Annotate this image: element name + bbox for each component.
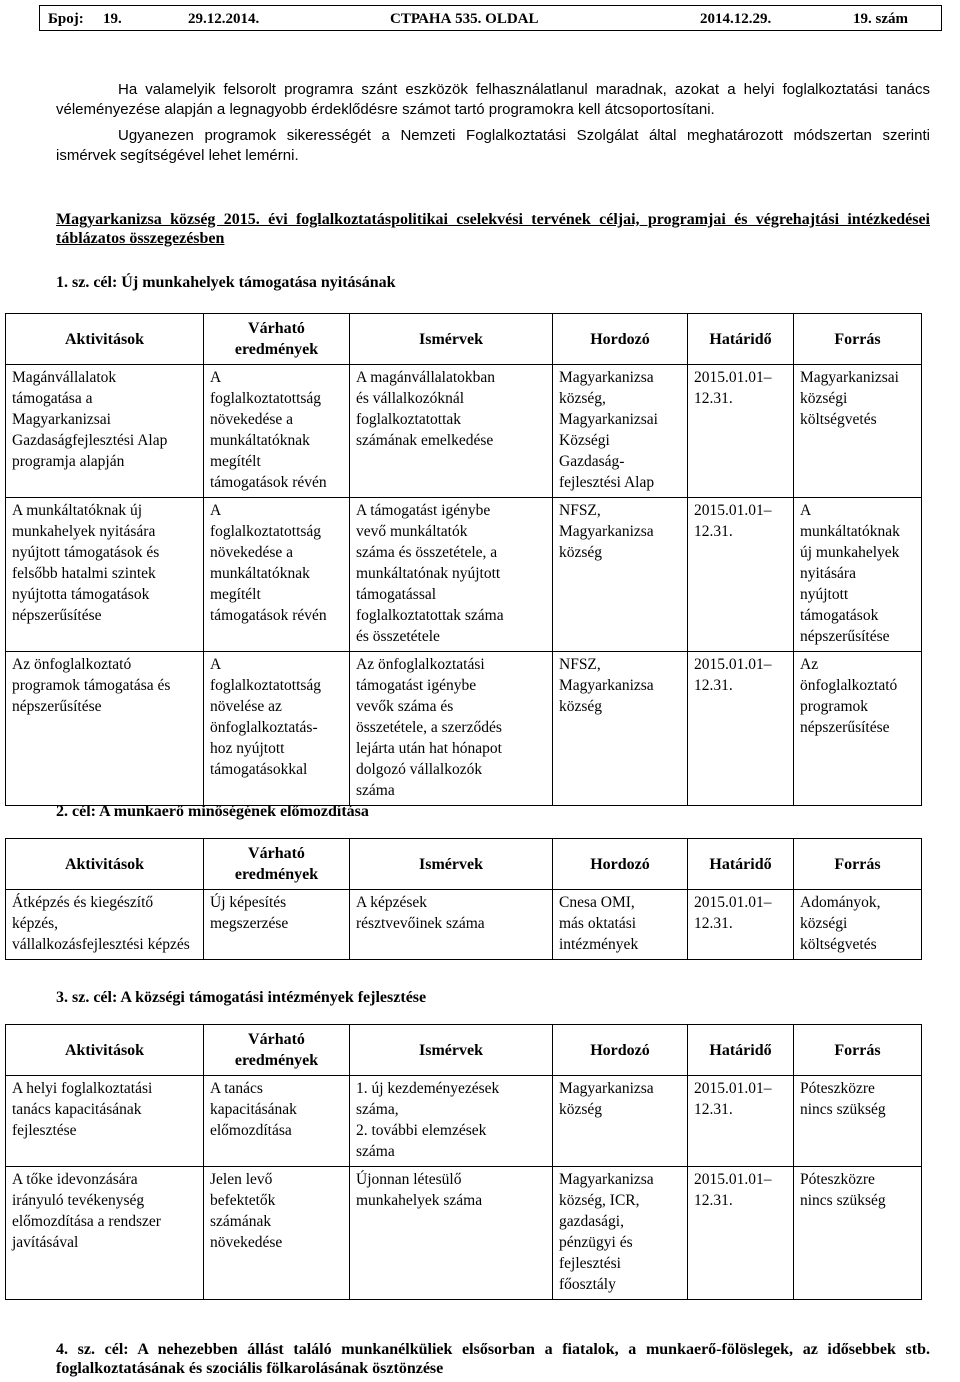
cell-line: A helyi foglalkoztatási [12,1080,153,1097]
cell-line: megítélt [210,586,261,603]
cell-line: NFSZ, [559,656,601,673]
cell-hatarido [688,1167,794,1300]
cell-line: 12.31. [694,1192,733,1209]
col-header-aktivitasok: Aktivitások [6,839,204,890]
cell-hatarido [688,365,794,498]
cell-ismerv [350,890,553,960]
col-header-forras: Forrás [794,839,922,890]
col-header-varhato-eredmenyek: Várható eredmények [204,839,350,890]
col-header-varhato-eredmenyek: Várható eredmények [204,1025,350,1076]
cell-line: 2015.01.01– [694,656,772,673]
cell-line: község, [559,390,606,407]
cell-line: támogatások révén [210,607,327,624]
cell-line: A [210,656,222,673]
cell-line: 2015.01.01– [694,369,772,386]
intro-paragraph-2: Ugyanezen programok sikerességét a Nemzeti Foglalkoztatási Szolgálat által meghatározott módszertan szerinti ismérvek segítségével lehet lemérni. [56,127,930,164]
cell-line: Magyarkanizsa [559,1080,654,1097]
cell-varhato-eredmeny [204,652,350,806]
cell-line: nincs szükség [800,1192,886,1209]
cell-aktivitas [6,890,204,960]
col-header-hordozo: Hordozó [553,1025,688,1076]
cell-line: felsőbb hatalmi szintek [12,565,156,582]
cell-line: pénzügyi és [559,1234,633,1251]
col-header-aktivitasok: Aktivitások [6,314,204,365]
cell-line: előmozdítása [210,1122,292,1139]
cell-line: befektetők [210,1192,276,1209]
cell-line: munkáltatónak nyújtott [356,565,501,582]
col-header-hatarido: Határidő [688,1025,794,1076]
goal-1-rows [6,365,922,806]
cell-line: költségvetés [800,411,877,428]
cell-line: irányuló tevékenység [12,1192,145,1209]
header-issue-szam: 19. szám [853,11,908,27]
cell-line: növekedése a [210,411,294,428]
cell-line: Magánvállalatok [12,369,117,386]
cell-ismerv [350,498,553,652]
cell-line: megítélt [210,453,261,470]
cell-forras [794,652,922,806]
cell-aktivitas [6,1076,204,1167]
cell-line: támogatások révén [210,474,327,491]
cell-line: népszerűsítése [800,628,890,645]
cell-line: résztvevőinek száma [356,915,485,932]
cell-line: 12.31. [694,523,733,540]
goal-3-title: 3. sz. cél: A községi támogatási intézmények fejlesztése [56,989,427,1006]
cell-line: népszerűsítése [800,719,890,736]
cell-line: önfoglalkoztató [800,677,898,694]
table-row [6,365,922,498]
cell-line: Átképzés és kiegészítő [12,894,154,911]
cell-line: száma, [356,1101,399,1118]
header-issue-number: 19. [103,11,122,27]
cell-line: munkahelyek száma [356,1192,483,1209]
cell-line: nyitására [800,565,856,582]
cell-line: 1. új kezdeményezések [356,1080,500,1097]
cell-hordozo [553,498,688,652]
cell-line: Póteszközre [800,1171,875,1188]
col-header-hordozo: Hordozó [553,839,688,890]
cell-line: 2015.01.01– [694,894,772,911]
cell-line: vevők száma és [356,698,454,715]
cell-line: Gazdaság- [559,453,625,470]
cell-line: község [559,544,603,561]
cell-line: Gazdaságfejlesztési Alap [12,432,168,449]
cell-line: 2. további elemzések [356,1122,487,1139]
cell-line: növekedése [210,1234,283,1251]
section-title-text: Magyarkanizsa község 2015. évi foglalkoztatáspolitikai cselekvési tervének céljai, programjai és végrehajtási intézkedései táblázatos összegezésben [56,211,930,247]
cell-line: támogatások [800,607,879,624]
cell-varhato-eredmeny [204,1167,350,1300]
cell-line: A [210,502,222,519]
cell-line: Az [800,656,819,673]
cell-line: fejlesztési [559,1255,621,1272]
cell-line: munkáltatóknak [800,523,900,540]
cell-line: Az önfoglalkoztatási [356,656,485,673]
cell-forras [794,1076,922,1167]
cell-line: költségvetés [800,936,877,953]
cell-line: fejlesztése [12,1122,77,1139]
intro-paragraph-1: Ha valamelyik felsorolt programra szánt eszközök felhasználatlanul maradnak, azokat a helyi foglalkoztatási tanács véleményezése alapján a legnagyobb érdeklődésre számot tartó programokra kell átcsoportosítani. [56,81,930,118]
cell-line: községi [800,390,848,407]
cell-line: A munkáltatóknak új [12,502,143,519]
cell-line: A képzések [356,894,428,911]
header-date-serbian: 29.12.2014. [188,11,260,27]
header-date-hungarian: 2014.12.29. [700,11,772,27]
table-row [6,890,922,960]
cell-line: A tőke idevonzására [12,1171,138,1188]
cell-line: nyújtott [800,586,849,603]
cell-forras [794,365,922,498]
cell-aktivitas [6,498,204,652]
cell-line: száma és összetétele, a [356,544,498,561]
cell-line: nincs szükség [800,1101,886,1118]
col-header-aktivitasok: Aktivitások [6,1025,204,1076]
cell-hatarido [688,1076,794,1167]
col-header-ismervek: Ismérvek [350,1025,553,1076]
cell-line: községi [800,915,848,932]
cell-line: számának emelkedése [356,432,494,449]
cell-line: támogatása a [12,390,93,407]
table-row [6,1167,922,1300]
cell-line: kapacitásának [210,1101,297,1118]
goal-4-title: 4. sz. cél: A nehezebben állást találó munkanélküliek elsősorban a fiatalok, a munkaerő-fölöslegek, az idősebbek stb. foglalkoztatásának és szociális fölkarolásának ösztönzése [56,1341,930,1377]
cell-hatarido [688,498,794,652]
cell-line: A [800,502,812,519]
header-broj-label: Број: [48,11,84,27]
cell-line: munkahelyek nyitására [12,523,156,540]
cell-line: foglalkoztatottság [210,523,322,540]
cell-line: Adományok, [800,894,881,911]
col-header-forras: Forrás [794,314,922,365]
cell-aktivitas [6,365,204,498]
cell-line: község [559,1101,603,1118]
cell-line: Új képesítés [210,894,287,911]
cell-hordozo [553,1076,688,1167]
table-header-row [6,839,922,890]
cell-varhato-eredmeny [204,890,350,960]
cell-line: nyújtotta támogatások [12,586,150,603]
cell-line: támogatással [356,586,437,603]
cell-hordozo [553,1167,688,1300]
goal-2-title: 2. cél: A munkaerő minőségének előmozdítása [56,803,369,820]
cell-forras [794,1167,922,1300]
cell-ismerv [350,652,553,806]
col-header-hordozo: Hordozó [553,314,688,365]
cell-hordozo [553,652,688,806]
goal-1-title: 1. sz. cél: Új munkahelyek támogatása nyitásának [56,274,396,291]
cell-hatarido [688,890,794,960]
cell-line: növekedése a [210,544,294,561]
page-header-bar [39,5,942,31]
cell-line: Póteszközre [800,1080,875,1097]
cell-line: hoz nyújtott [210,740,285,757]
cell-varhato-eredmeny [204,498,350,652]
cell-line: foglalkoztatottság [210,677,322,694]
table-row [6,652,922,806]
cell-line: NFSZ, [559,502,601,519]
section-title [56,210,930,248]
table-header-row [6,314,922,365]
cell-forras [794,890,922,960]
cell-line: vevő munkáltatók [356,523,468,540]
cell-ismerv [350,365,553,498]
cell-line: foglalkoztatottak [356,411,462,428]
cell-line: támogatásokkal [210,761,308,778]
cell-line: Magyarkanizsa [559,523,654,540]
cell-line: lejárta után hat hónapot [356,740,502,757]
cell-forras [794,498,922,652]
header-page-number: СТРАНА 535. OLDAL [390,11,539,27]
cell-line: programok [800,698,869,715]
cell-line: A [210,369,222,386]
cell-line: 2015.01.01– [694,1171,772,1188]
cell-line: Magyarkanizsa [559,369,654,386]
cell-line: foglalkoztatottak száma [356,607,504,624]
cell-line: 12.31. [694,1101,733,1118]
cell-line: száma [356,1143,395,1160]
cell-line: tanács kapacitásának [12,1101,142,1118]
cell-line: község, ICR, [559,1192,640,1209]
cell-line: Községi [559,432,610,449]
cell-line: új munkahelyek [800,544,900,561]
cell-line: foglalkoztatottság [210,390,322,407]
goal-1-table [5,313,922,806]
cell-line: képzés, [12,915,59,932]
cell-line: 2015.01.01– [694,502,772,519]
cell-line: főosztály [559,1276,616,1293]
cell-aktivitas [6,652,204,806]
cell-line: nyújtott támogatások és [12,544,160,561]
cell-line: előmozdítása a rendszer [12,1213,161,1230]
cell-line: összetétele, a szerződés [356,719,502,736]
cell-line: Az önfoglalkoztató [12,656,132,673]
cell-line: megszerzése [210,915,289,932]
cell-line: javításával [12,1234,79,1251]
cell-hordozo [553,365,688,498]
cell-line: gazdasági, [559,1213,624,1230]
cell-line: népszerűsítése [12,698,102,715]
cell-line: község [559,698,603,715]
col-header-ismervek: Ismérvek [350,839,553,890]
cell-line: és összetétele [356,628,440,645]
cell-line: munkáltatóknak [210,432,310,449]
cell-line: Magyarkanizsa [559,677,654,694]
cell-line: támogatást igénybe [356,677,477,694]
cell-line: Újonnan létesülő [356,1171,462,1188]
cell-line: Magyarkanizsai [559,411,658,428]
goal-2-rows [6,890,922,960]
table-row [6,1076,922,1167]
cell-aktivitas [6,1167,204,1300]
cell-varhato-eredmeny [204,365,350,498]
cell-line: népszerűsítése [12,607,102,624]
cell-line: Magyarkanizsai [12,411,111,428]
cell-line: A tanács [210,1080,263,1097]
goal-2-table [5,838,922,960]
cell-line: munkáltatóknak [210,565,310,582]
cell-line: száma [356,782,395,799]
cell-ismerv [350,1076,553,1167]
cell-line: önfoglalkoztatás- [210,719,318,736]
cell-line: Magyarkanizsai [800,369,899,386]
cell-line: 12.31. [694,390,733,407]
cell-line: 12.31. [694,915,733,932]
cell-line: fejlesztési Alap [559,474,655,491]
cell-line: programja alapján [12,453,125,470]
cell-line: Cnesa OMI, [559,894,635,911]
cell-line: más oktatási [559,915,637,932]
cell-line: 2015.01.01– [694,1080,772,1097]
cell-line: dolgozó vállalkozók [356,761,483,778]
cell-varhato-eredmeny [204,1076,350,1167]
table-header-row [6,1025,922,1076]
cell-line: Jelen levő [210,1171,273,1188]
col-header-forras: Forrás [794,1025,922,1076]
cell-line: és vállalkozóknál [356,390,465,407]
cell-ismerv [350,1167,553,1300]
cell-line: programok támogatása és [12,677,171,694]
cell-line: számának [210,1213,272,1230]
goal-3-table [5,1024,922,1300]
cell-line: A támogatást igénybe [356,502,491,519]
cell-line: vállalkozásfejlesztési képzés [12,936,190,953]
cell-line: Magyarkanizsa [559,1171,654,1188]
goal-3-rows [6,1076,922,1300]
cell-line: intézmények [559,936,639,953]
col-header-varhato-eredmenyek: Várható eredmények [204,314,350,365]
col-header-ismervek: Ismérvek [350,314,553,365]
col-header-hatarido: Határidő [688,314,794,365]
table-row [6,498,922,652]
cell-line: 12.31. [694,677,733,694]
col-header-hatarido: Határidő [688,839,794,890]
cell-line: növelése az [210,698,282,715]
cell-hordozo [553,890,688,960]
cell-line: A magánvállalatokban [356,369,496,386]
cell-hatarido [688,652,794,806]
